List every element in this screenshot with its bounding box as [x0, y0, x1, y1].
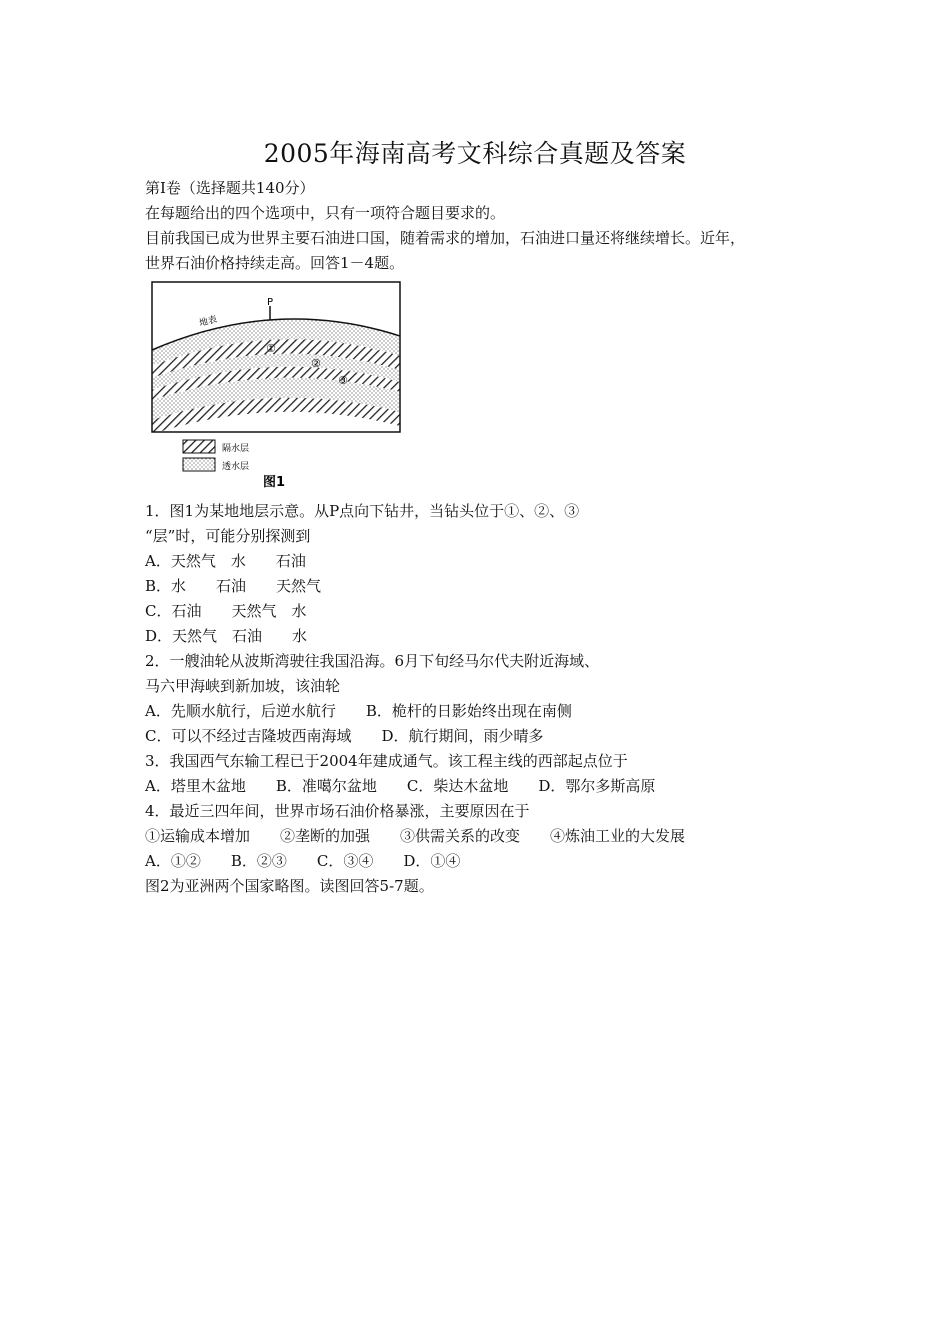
figure-2-intro: 图2为亚洲两个国家略图。读图回答5-7题。 [145, 877, 434, 895]
layer-label-3: ③ [338, 374, 348, 387]
question-2-stem-cont: 马六甲海峡到新加坡，该油轮 [145, 677, 341, 695]
surface-label: 地表 [198, 314, 219, 329]
question-1-option-d: D．天然气 石油 水 [145, 627, 308, 645]
question-2-options-cd: C．可以不经过吉隆坡西南海域 D．航行期间，雨少晴多 [145, 727, 544, 745]
question-3-stem: 3．我国西气东输工程已于2004年建成通气。该工程主线的西部起点位于 [145, 752, 628, 770]
legend-label-permeable: 透水层 [222, 462, 250, 472]
question-4-stem: 4．最近三四年间，世界市场石油价格暴涨，主要原因在于 [145, 802, 530, 820]
question-1-option-b: B．水 石油 天然气 [145, 577, 322, 595]
legend-label-aquiclude: 隔水层 [222, 444, 250, 454]
question-4-statements: ①运输成本增加 ②垄断的加强 ③供需关系的改变 ④炼油工业的大发展 [145, 827, 686, 845]
question-1-option-c: C．石油 天然气 水 [145, 602, 307, 620]
section-heading: 第I卷（选择题共140分） [145, 179, 315, 197]
figure-caption: 图1 [263, 475, 286, 490]
passage-line-2: 世界石油价格持续走高。回答1－4题。 [145, 254, 405, 272]
question-1-option-a: A．天然气 水 石油 [145, 552, 306, 570]
question-1-stem-cont: “层”时，可能分别探测到 [145, 527, 311, 545]
p-label: P [267, 297, 274, 308]
question-4-options: A．①② B．②③ C．③④ D．①④ [145, 852, 461, 870]
figure-1-strata-diagram [145, 278, 405, 490]
document-title: 2005年海南高考文科综合真题及答案 [263, 139, 687, 168]
layer-label-2: ② [311, 357, 321, 370]
layer-label-1: ① [266, 342, 276, 355]
legend-swatch-permeable [183, 458, 215, 471]
legend-swatch-aquiclude [183, 440, 215, 453]
question-2-options-ab: A．先顺水航行，后逆水航行 B．桅杆的日影始终出现在南侧 [145, 702, 572, 720]
question-1-stem: 1．图1为某地地层示意。从P点向下钻井，当钻头位于①、②、③ [145, 502, 580, 520]
instruction-text: 在每题给出的四个选项中，只有一项符合题目要求的。 [145, 204, 506, 222]
question-3-options: A．塔里木盆地 B．准噶尔盆地 C．柴达木盆地 D．鄂尔多斯高原 [145, 777, 656, 795]
question-2-stem: 2．一艘油轮从波斯湾驶往我国沿海。6月下旬经马尔代夫附近海域、 [145, 652, 600, 670]
passage-line-1: 目前我国已成为世界主要石油进口国，随着需求的增加，石油进口量还将继续增长。近年， [145, 229, 746, 247]
